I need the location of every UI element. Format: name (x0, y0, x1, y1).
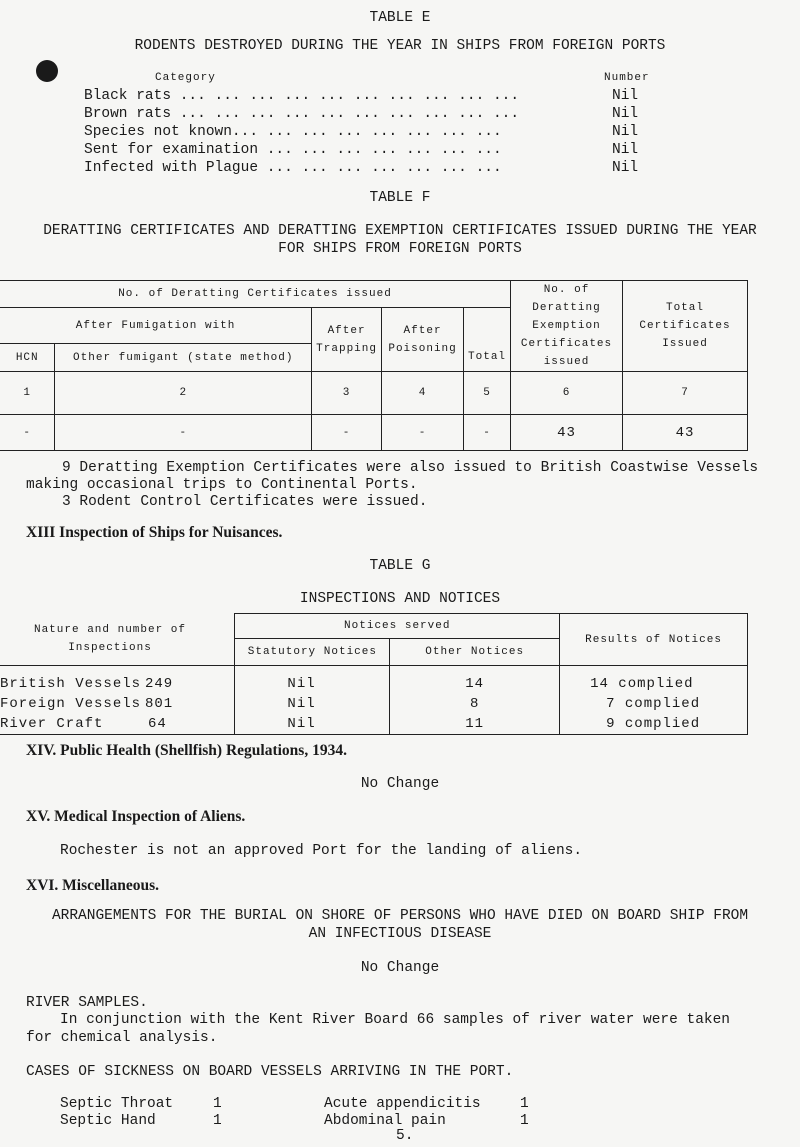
note-line: 9 Deratting Exemption Certificates were also issued to British Coastwise Vessels (62, 460, 759, 476)
table-e-number-header: Number (604, 72, 650, 84)
nature-column (0, 666, 235, 735)
table-e-row: Sent for examination ... ... ... ... ... ... ... Nil (84, 142, 639, 158)
table-e-label: TABLE E (369, 10, 431, 26)
header-statutory: Statutory Notices (235, 639, 390, 666)
header-deratting-issued: No. of Deratting Certificates issued (0, 281, 511, 308)
section-xiv-heading: XIV. Public Health (Shellfish) Regulations, 1934. (26, 742, 347, 759)
page-number: 5. (396, 1128, 414, 1144)
col-number: 2 (55, 372, 312, 415)
header-other-notices: Other Notices (390, 639, 560, 666)
table-g-label: TABLE G (369, 558, 431, 574)
table-f-cell: - (55, 415, 312, 451)
col-number: 7 (623, 372, 748, 415)
table-g (0, 613, 748, 735)
case-item: Acute appendicitis 1 (324, 1096, 529, 1112)
table-f-cell: - (382, 415, 464, 451)
burial-title-line2: AN INFECTIOUS DISEASE (308, 926, 492, 942)
case-item: Septic Hand 1 (60, 1113, 222, 1129)
punch-hole (36, 60, 58, 82)
header-total-certificates: Total Certificates Issued (623, 281, 748, 372)
header-fumigation: After Fumigation with (0, 308, 312, 344)
header-results: Results of Notices (560, 614, 748, 666)
table-e-row: Infected with Plague ... ... ... ... ... ... ... Nil (84, 160, 639, 176)
header-trapping: After Trapping (312, 308, 382, 372)
header-exemption-certificates: No. of Deratting Exemption Certificates issued (511, 281, 623, 372)
case-item: Abdominal pain 1 (324, 1113, 529, 1129)
case-item: Septic Throat 1 (60, 1096, 222, 1112)
col-number: 5 (464, 372, 511, 415)
table-f-cell: - (464, 415, 511, 451)
header-notices-served: Notices served (235, 614, 560, 639)
table-f-cell: 43 (511, 415, 623, 451)
table-f-cell: - (0, 415, 55, 451)
table-f-title-line1: DERATTING CERTIFICATES AND DERATTING EXEMPTION CERTIFICATES ISSUED DURING THE YEAR (43, 223, 757, 239)
section-xv-heading: XV. Medical Inspection of Aliens. (26, 808, 246, 825)
burial-text: No Change (360, 960, 440, 976)
table-f-cell: - (312, 415, 382, 451)
table-row: River Craft 64 (0, 716, 167, 732)
section-xiii-heading: XIII Inspection of Ships for Nuisances. (26, 524, 283, 541)
section-xv-text: Rochester is not an approved Port for the landing of aliens. (60, 843, 583, 859)
table-f-label: TABLE F (369, 190, 431, 206)
burial-title-line1: ARRANGEMENTS FOR THE BURIAL ON SHORE OF PERSONS WHO HAVE DIED ON BOARD SHIP FROM (51, 908, 749, 924)
table-e-row: Black rats ... ... ... ... ... ... ... ... ... ... Nil (84, 88, 639, 104)
table-row: British Vessels 249 (0, 676, 174, 692)
other-column: 14 8 11 (390, 666, 560, 735)
section-xiv-text: No Change (360, 776, 440, 792)
river-samples-line: for chemical analysis. (26, 1030, 218, 1046)
table-f-title-line2: FOR SHIPS FROM FOREIGN PORTS (278, 241, 522, 257)
cases-heading: CASES OF SICKNESS ON BOARD VESSELS ARRIVING IN THE PORT. (26, 1064, 514, 1080)
header-hcn: HCN (0, 344, 55, 372)
table-e-category-header: Category (155, 72, 216, 84)
col-number: 1 (0, 372, 55, 415)
table-row: Foreign Vessels 801 (0, 696, 174, 712)
col-number: 6 (511, 372, 623, 415)
col-number: 3 (312, 372, 382, 415)
river-samples-heading: RIVER SAMPLES. (26, 995, 148, 1011)
results-column: 14 complied 7 complied 9 complied (560, 666, 748, 735)
note-line: making occasional trips to Continental Ports. (26, 477, 418, 493)
col-number: 4 (382, 372, 464, 415)
header-poisoning: After Poisoning (382, 308, 464, 372)
table-e-row: Brown rats ... ... ... ... ... ... ... ... ... ... Nil (84, 106, 639, 122)
note-line: 3 Rodent Control Certificates were issued. (62, 494, 428, 510)
table-f-cell: 43 (623, 415, 748, 451)
header-other-fumigant: Other fumigant (state method) (55, 344, 312, 372)
table-g-title: INSPECTIONS AND NOTICES (299, 591, 501, 607)
header-nature: Nature and number of Inspections (0, 614, 235, 666)
river-samples-line: In conjunction with the Kent River Board 66 samples of river water were taken (60, 1012, 731, 1028)
statutory-column: Nil Nil Nil (235, 666, 390, 735)
section-xvi-heading: XVI. Miscellaneous. (26, 877, 160, 894)
header-total: Total (464, 344, 511, 372)
table-e-title: RODENTS DESTROYED DURING THE YEAR IN SHIPS FROM FOREIGN PORTS (134, 38, 666, 54)
table-e-row: Species not known... ... ... ... ... ... ... ... Nil (84, 124, 639, 140)
table-f (0, 280, 748, 451)
